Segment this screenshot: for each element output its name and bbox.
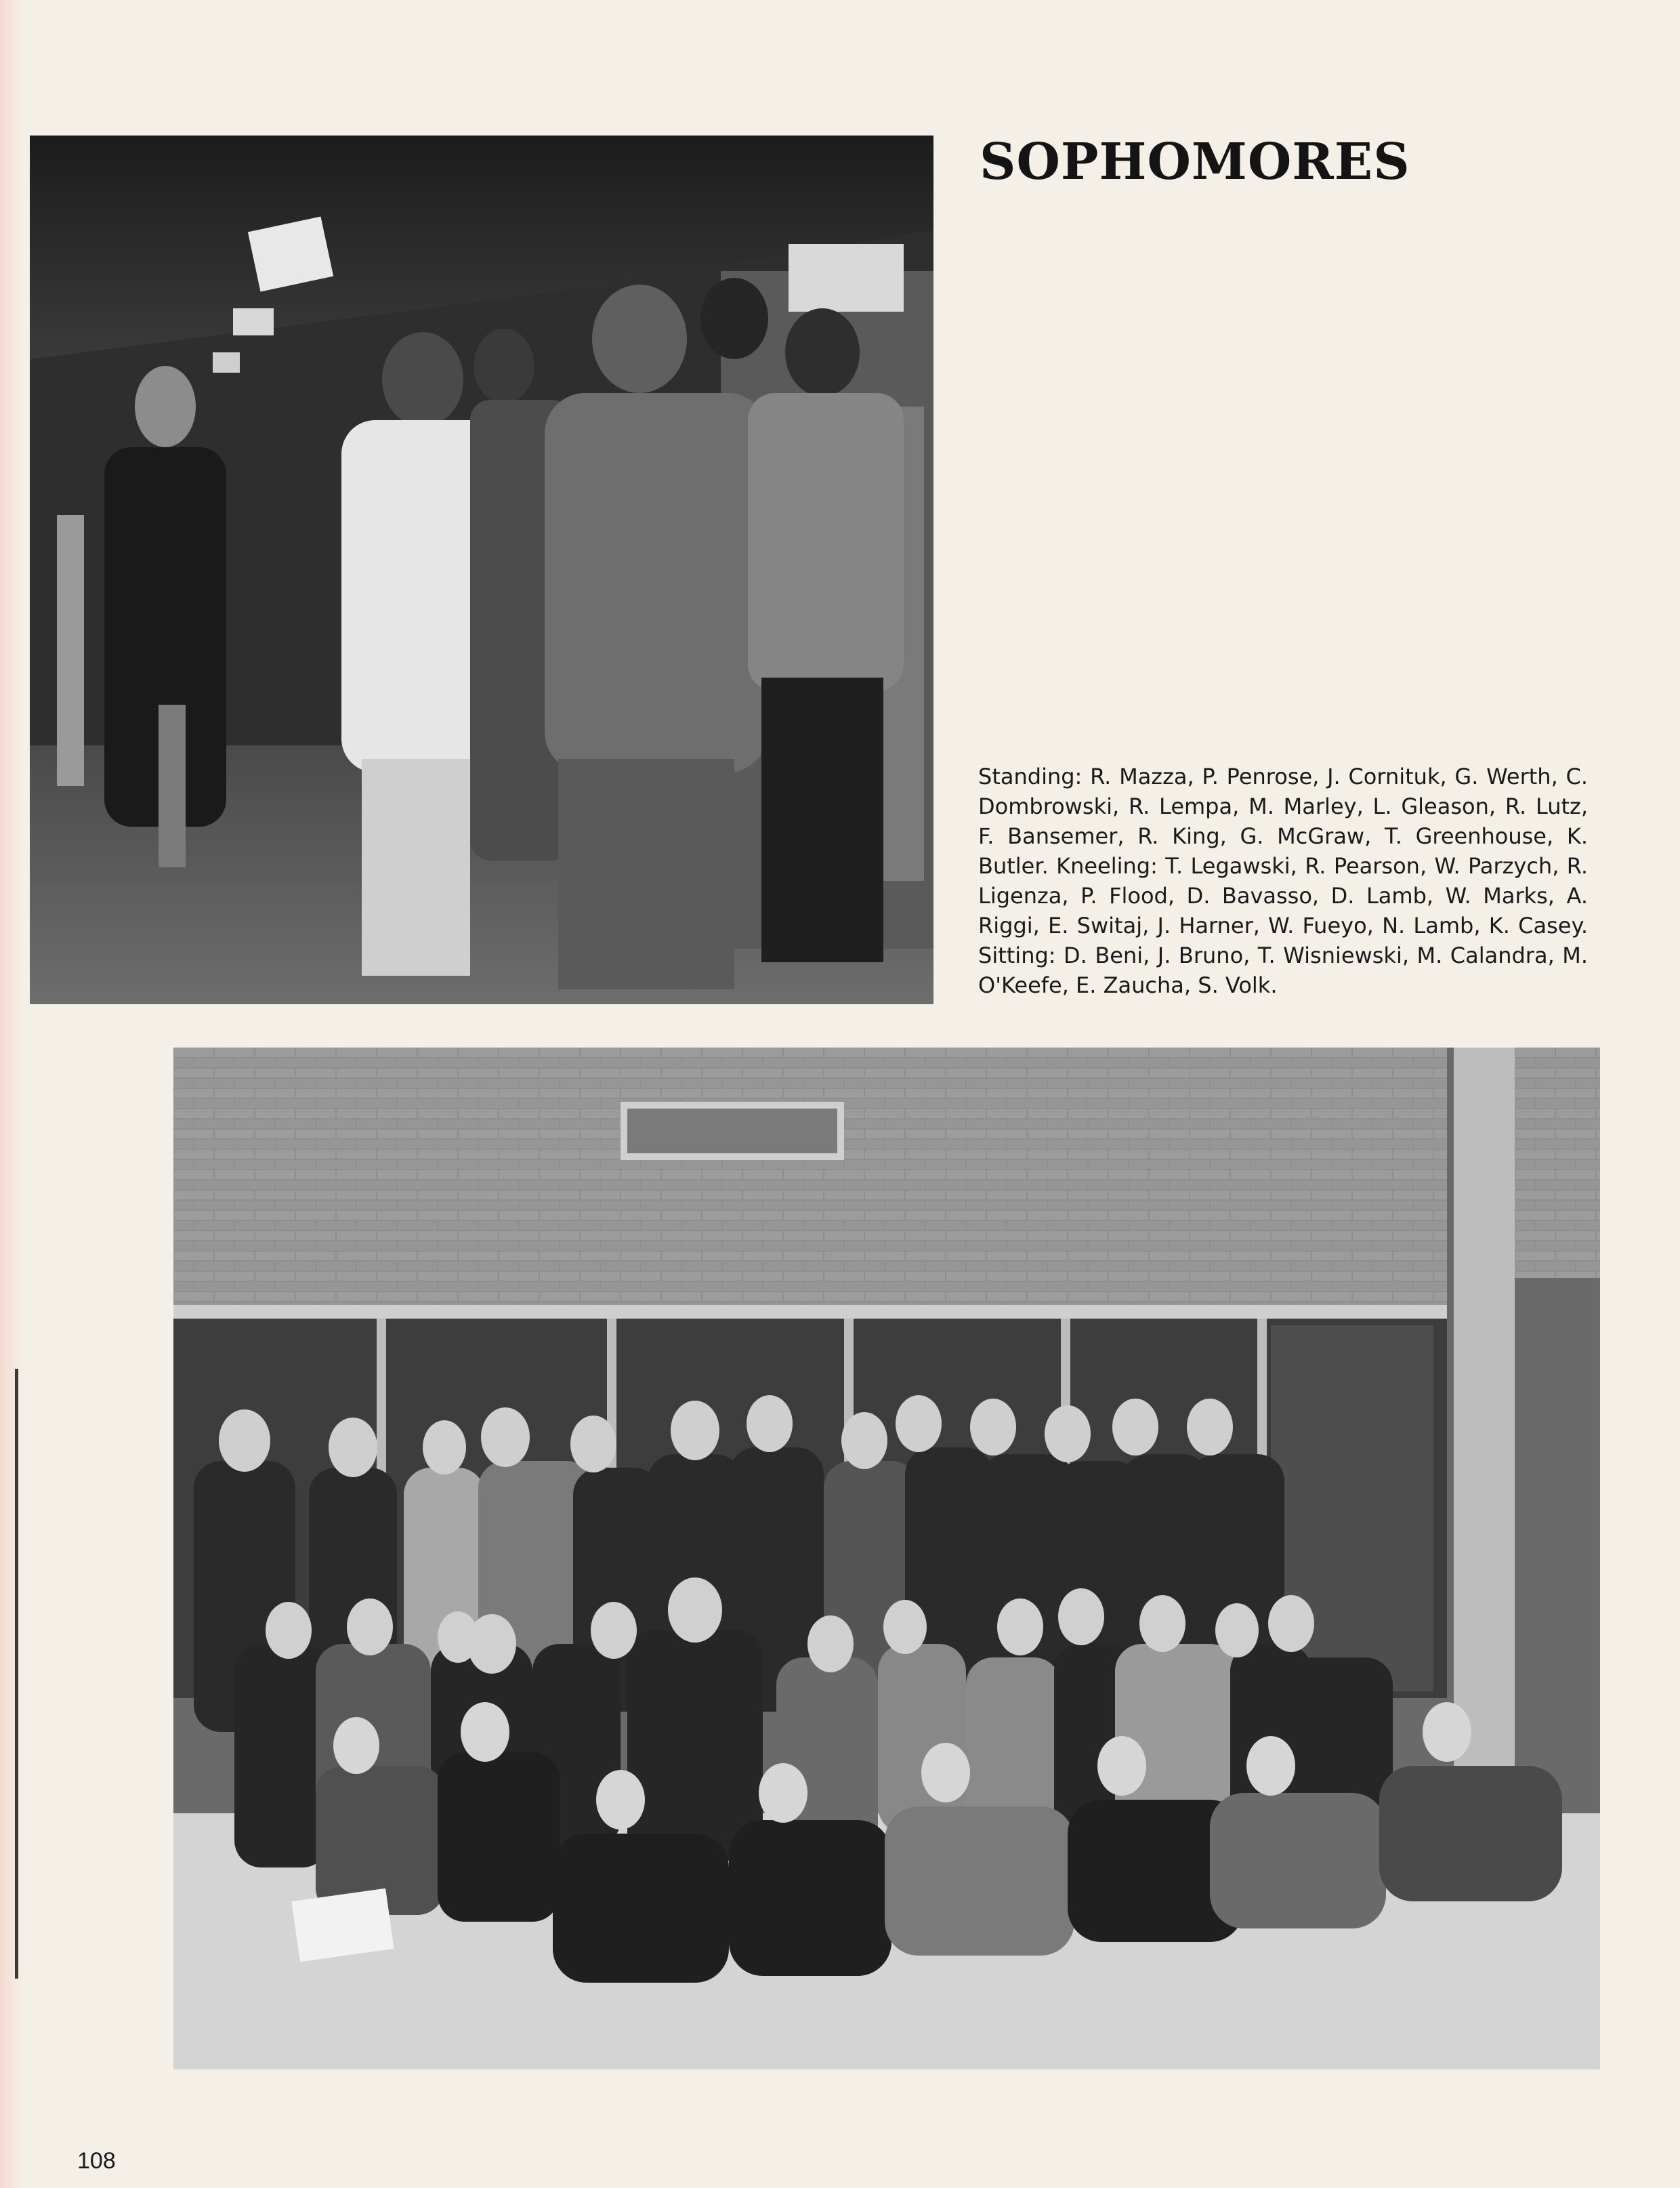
group-photo-graphic	[173, 1048, 1600, 2069]
photo-caption: Standing: R. Mazza, P. Penrose, J. Cornituk, G. Werth, C. Dombrowski, R. Lempa, M. Marley, L. Gleason, R. Lutz, F. Bansemer, R. King, G. McGraw, T. Greenhouse, K. Butler. Kneeling: T. Legawski, R. Pearson, W. Parzych, R. Ligenza, P. Flood, D. Bavasso, D. Lamb, W. Marks, A. Riggi, E. Switaj, J. Harner, W. Fueyo, N. Lamb, K. Casey. Sitting: D. Beni, J. Bruno, T. Wisniewski, M. Calandra, M. O'Keefe, E. Zaucha, S. Volk.	[978, 764, 1588, 998]
group-photo	[173, 1048, 1600, 2069]
page-edge	[0, 0, 26, 2188]
page-title: SOPHOMORES	[980, 133, 1410, 191]
hallway-photo-graphic	[30, 136, 933, 1004]
binding-line	[15, 1369, 18, 1979]
page-number: 108	[77, 2148, 116, 2174]
hallway-photo	[30, 136, 933, 1004]
